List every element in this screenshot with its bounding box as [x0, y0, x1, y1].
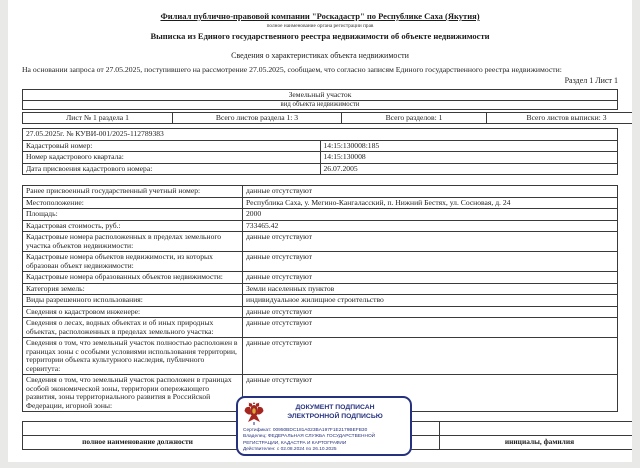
table-row — [23, 112, 633, 124]
document-sheet — [8, 0, 632, 462]
row-label: Сведения о лесах, водных объектах и об иных природных объектах, расположенных в пределах земельного участка: — [23, 318, 243, 338]
request-date-number: 27.05.2025г. № КУВИ-001/2025-112789383 — [23, 129, 618, 141]
table-row — [23, 232, 618, 252]
table-row — [23, 129, 618, 141]
row-label: Кадастровые номера объектов недвижимости, из которых образован объект недвижимости: — [23, 252, 243, 272]
details-rows — [23, 186, 618, 412]
row-label: Кадастровые номера образованных объектов недвижимости: — [23, 272, 243, 284]
table-row — [23, 338, 618, 375]
table-row — [23, 252, 618, 272]
table-row — [23, 220, 618, 232]
row-value: данные отсутствуют — [243, 375, 618, 412]
row-value: индивидуальное жилищное строительство — [243, 295, 618, 307]
table-row — [23, 140, 618, 152]
table-row — [23, 152, 618, 164]
stamp-title-line1: ДОКУМЕНТ ПОДПИСАН — [295, 404, 375, 411]
object-type-caption: вид объекта недвижимости — [23, 101, 618, 110]
row-label: Сведения о том, что земельный участок расположен в границах особой экономической зоны, территории опережающего развития, зоны территориального развития в Российской Федерации, игорной зоны: — [23, 375, 243, 412]
row-value: данные отсутствуют — [243, 232, 618, 252]
document-header — [22, 12, 618, 86]
row-label: Местоположение: — [23, 197, 243, 209]
row-label: Кадастровая стоимость, руб.: — [23, 220, 243, 232]
cadastral-id-rows — [23, 140, 618, 175]
name-fill-cell — [440, 422, 633, 436]
table-row — [23, 163, 618, 175]
row-value: Земли населенных пунктов — [243, 283, 618, 295]
row-label: Категория земель: — [23, 283, 243, 295]
row-label: Сведения о кадастровом инженере: — [23, 306, 243, 318]
org-name: Филиал публично-правовой компании "Роскадастр" по Республике Саха (Якутия) — [160, 11, 480, 21]
stamp-owner: Владелец: ФЕДЕРАЛЬНАЯ СЛУЖБА ГОСУДАРСТВЕННОЙ РЕГИСТРАЦИИ, КАДАСТРА И КАРТОГРАФИИ — [243, 434, 376, 446]
row-value: данные отсутствуют — [243, 252, 618, 272]
stamp-title-line2: ЭЛЕКТРОННОЙ ПОДПИСЬЮ — [287, 412, 383, 420]
table-row — [23, 295, 618, 307]
row-value: данные отсутствуют — [243, 186, 618, 198]
section-sheets-cell: Всего листов раздела 1: 3 — [173, 112, 342, 124]
table-row — [23, 89, 618, 101]
row-value: данные отсутствуют — [243, 318, 618, 338]
sheet-counters-table — [22, 112, 632, 125]
row-value: 26.07.2005 — [320, 163, 618, 175]
table-row — [23, 197, 618, 209]
table-row — [23, 101, 618, 110]
row-value: 14:15:130008 — [320, 152, 618, 164]
table-row — [23, 318, 618, 338]
object-type-value: Земельный участок — [23, 89, 618, 101]
row-value: 2000 — [243, 209, 618, 221]
stamp-certificate: Сертификат: 00950BDC181A023BA197F1E2179BEFB30 — [243, 428, 368, 433]
row-value: данные отсутствуют — [243, 272, 618, 284]
row-label: Виды разрешенного использования: — [23, 295, 243, 307]
sheet-number-cell: Лист № 1 раздела 1 — [23, 112, 173, 124]
position-caption: полное наименование должности — [23, 436, 253, 450]
table-row — [23, 283, 618, 295]
rosreestr-emblem-icon — [243, 401, 265, 427]
org-caption: полное наименование органа регистрации прав — [266, 22, 374, 29]
row-label: Сведения о том, что земельный участок полностью расположен в границах зоны с особыми условиями использования территории, территории объекта культурного наследия, публичного сервитута: — [23, 338, 243, 375]
table-row — [23, 186, 618, 198]
row-label: Кадастровые номера расположенных в пределах земельного участка объектов недвижимости: — [23, 232, 243, 252]
table-row — [23, 306, 618, 318]
row-value: данные отсутствуют — [243, 338, 618, 375]
request-line: На основании запроса от 27.05.2025, поступившего на рассмотрение 27.05.2025, сообщаем, что согласно записям Единого государственного реестра недвижимости: — [22, 64, 562, 74]
digital-signature-stamp — [236, 396, 412, 456]
position-fill-cell — [23, 422, 253, 436]
object-details-table — [22, 185, 618, 412]
row-label: Ранее присвоенный государственный учетный номер: — [23, 186, 243, 198]
table-row — [23, 272, 618, 284]
extract-sheets-cell: Всего листов выписки: 3 — [487, 112, 633, 124]
row-value: данные отсутствуют — [243, 306, 618, 318]
sections-total-cell: Всего разделов: 1 — [342, 112, 487, 124]
stamp-validity: Действителен: с 02.08.2024 по 26.10.2025 — [243, 447, 337, 453]
row-value: Республика Саха, у. Мегино-Кангаласский, п. Нижний Бестях, ул. Сосновая, д. 24 — [243, 197, 618, 209]
section-title: Сведения о характеристиках объекта недвижимости — [231, 51, 409, 61]
cadastral-id-table — [22, 128, 618, 175]
name-caption: инициалы, фамилия — [440, 436, 633, 450]
object-type-table — [22, 89, 618, 110]
row-value: 14:15:130008:185 — [320, 140, 618, 152]
section-sheet-label: Раздел 1 Лист 1 — [564, 76, 618, 86]
row-label: Площадь: — [23, 209, 243, 221]
doc-title: Выписка из Единого государственного реестра недвижимости об объекте недвижимости — [150, 31, 490, 42]
row-value: 733465.42 — [243, 220, 618, 232]
table-row — [23, 209, 618, 221]
row-label: Дата присвоения кадастрового номера: — [23, 163, 321, 175]
row-label: Номер кадастрового квартала: — [23, 152, 321, 164]
row-label: Кадастровый номер: — [23, 140, 321, 152]
